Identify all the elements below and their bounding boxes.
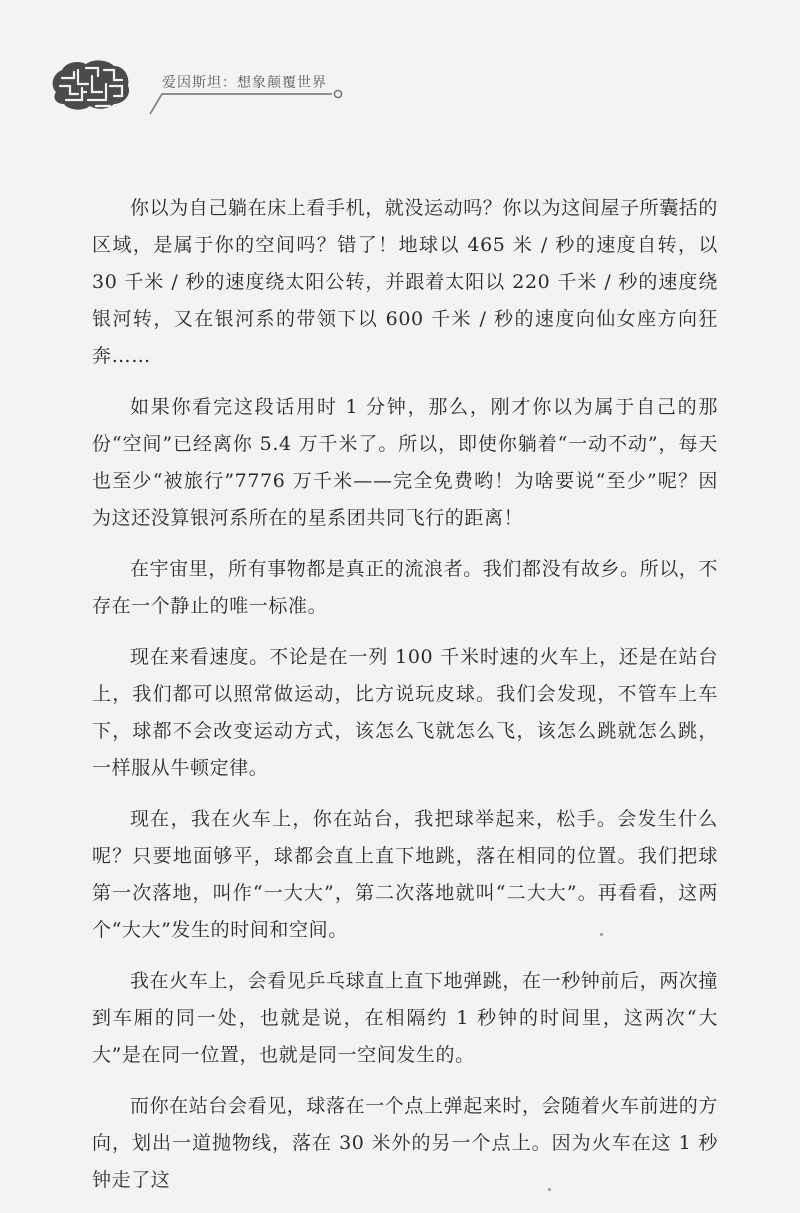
paragraph: 现在来看速度。不论是在一列 100 千米时速的火车上，还是在站台上，我们都可以照常做运动，比方说玩皮球。我们会发现，不管车上车下，球都不会改变运动方式，该怎么飞就怎么飞，该怎么跳就怎么跳，一样服从牛顿定律。 — [92, 646, 718, 779]
paper-speck — [600, 933, 603, 936]
header-rule — [0, 0, 800, 140]
running-title: 爱因斯坦：想象颠覆世界 — [162, 75, 327, 91]
paragraph: 而你在站台会看见，球落在一个点上弹起来时，会随着火车前进的方向，划出一道抛物线，落在 30 米外的另一个点上。因为火车在这 1 秒钟走了这 — [92, 1095, 719, 1191]
paragraph: 我在火车上，会看见乒乓球直上直下地弹跳，在一秒钟前后，两次撞到车厢的同一处，也就是说，在相隔约 1 秒钟的时间里，这两次“大大”是在同一位置，也就是同一空间发生的。 — [92, 970, 719, 1066]
paragraph: 现在，我在火车上，你在站台，我把球举起来，松手。会发生什么呢？只要地面够平，球都会直上直下地跳，落在相同的位置。我们把球第一次落地，叫作“一大大”，第二次落地就叫“二大大”。再看看，这两个“大大”发生的时间和空间。 — [92, 808, 718, 941]
paper-speck — [548, 1188, 551, 1191]
paragraph: 在宇宙里，所有事物都是真正的流浪者。我们都没有故乡。所以，不存在一个静止的唯一标准。 — [92, 558, 719, 617]
body-text — [92, 190, 718, 1213]
paragraph: 你以为自己躺在床上看手机，就没运动吗？你以为这间屋子所囊括的区域，是属于你的空间吗？错了！地球以 465 米 / 秒的速度自转，以 30 千米 / 秒的速度绕太阳公转，并跟着太阳以 220 千米 / 秒的速度绕银河转，又在银河系的带领下以 600 千米 / 秒的速度向仙女座方向狂奔…… — [92, 197, 719, 367]
page-header — [0, 0, 800, 140]
paragraph: 如果你看完这段话用时 1 分钟，那么，刚才你以为属于自己的那份“空间”已经离你 5.4 万千米了。所以，即使你躺着“一动不动”，每天也至少“被旅行”7776 万千米——完全免费哟！为啥要说“至少”呢？因为这还没算银河系所在的星系团共同飞行的距离！ — [92, 396, 718, 529]
